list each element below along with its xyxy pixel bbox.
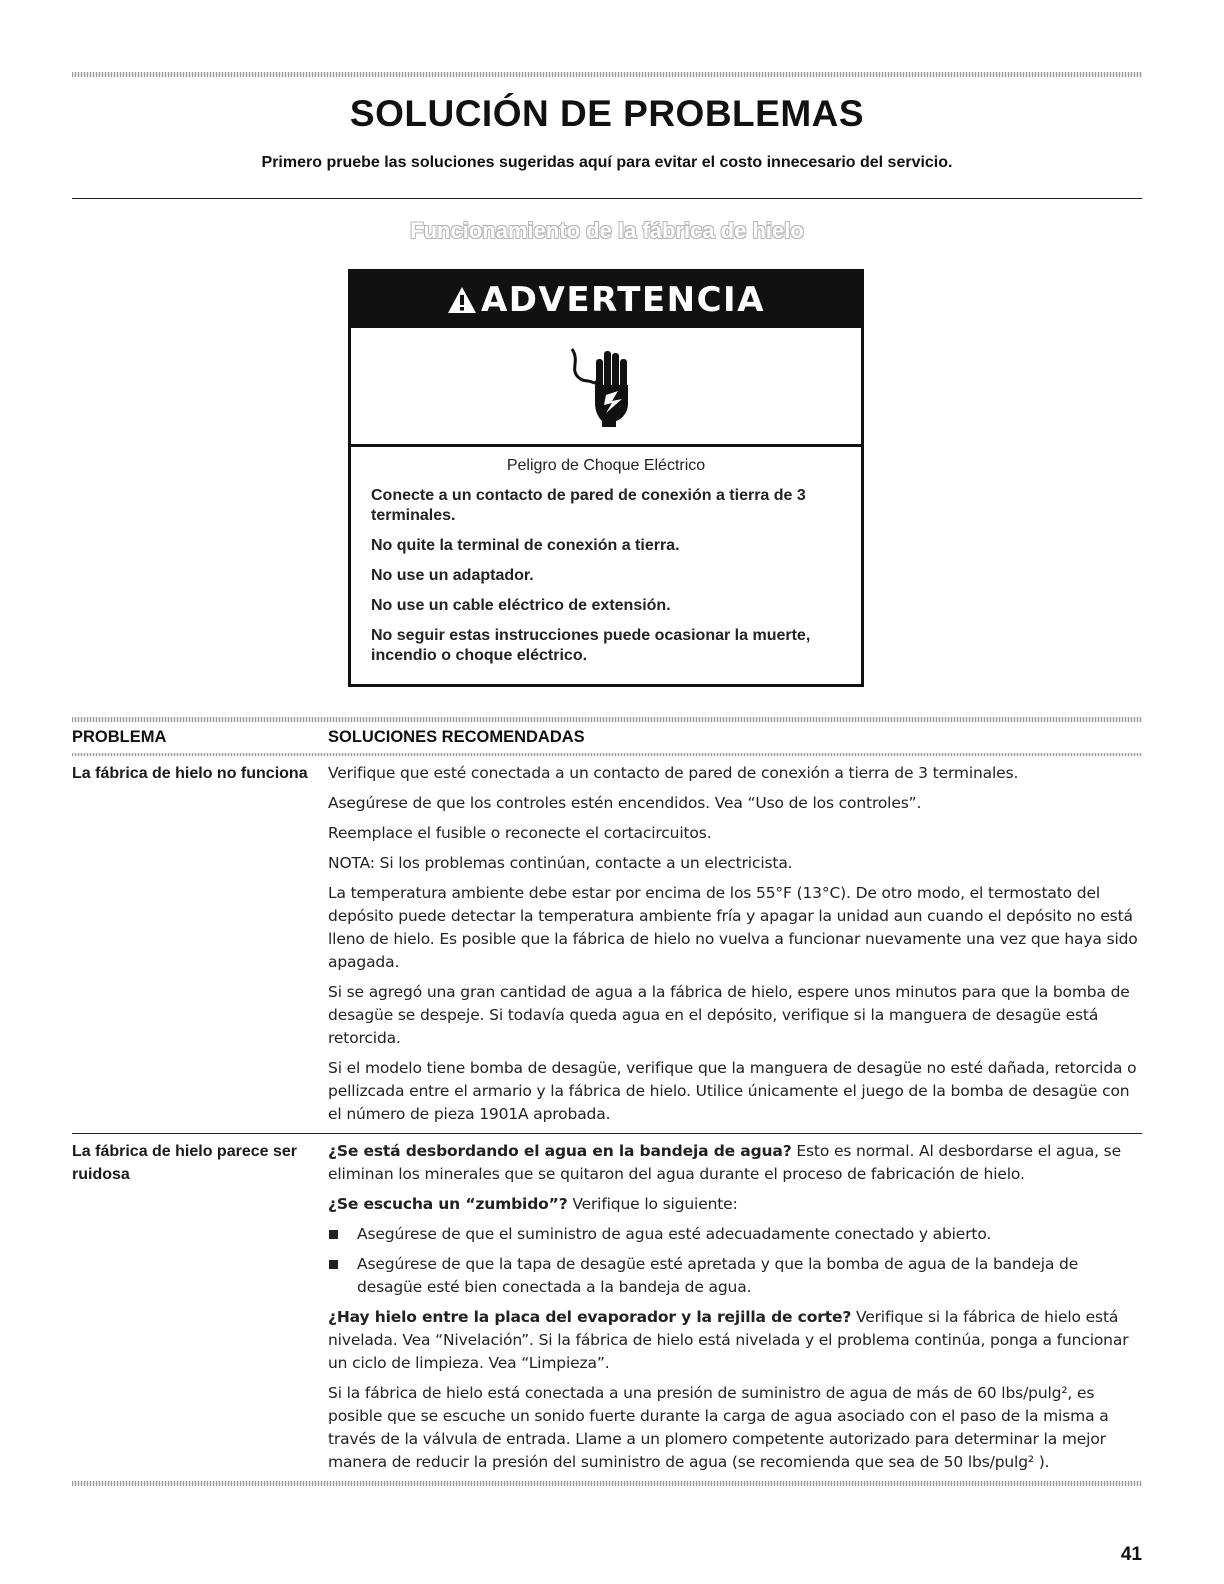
bullet-text: Asegúrese de que el suministro de agua esté adecuadamente conectado y abierto.	[357, 1225, 992, 1243]
page-number: 41	[1120, 1544, 1142, 1565]
table-row	[72, 1134, 1142, 1481]
solution-text: Asegúrese de que los controles estén encendidos. Vea “Uso de los controles”.	[328, 794, 922, 812]
warning-line: No use un cable eléctrico de extensión.	[371, 597, 671, 614]
header-divider	[72, 198, 1142, 199]
warning-box	[348, 269, 864, 687]
solution-text: Verifique que esté conectada a un contacto de pared de conexión a tierra de 3 terminales.	[328, 764, 1019, 782]
bullet-text: Asegúrese de que la tapa de desagüe esté apretada y que la bomba de agua de la bandeja de desagüe esté bien conectada a la bandeja de agua.	[357, 1255, 1079, 1296]
solution-answer: Esto es normal. Al desbordarse el agua, se eliminan los minerales que se quitaron del agua durante el proceso de fabricación de hielo.	[328, 1142, 1121, 1183]
warning-line: No use un adaptador.	[371, 567, 534, 584]
warning-line: Conecte a un contacto de pared de conexión a tierra de 3 terminales.	[371, 487, 806, 524]
problem-cell: La fábrica de hielo no funciona	[72, 765, 308, 782]
column-header-solutions: SOLUCIONES RECOMENDADAS	[328, 728, 585, 746]
solution-text	[328, 1140, 1142, 1186]
solution-question: ¿Hay hielo entre la placa del evaporador y la rejilla de corte?	[328, 1308, 852, 1326]
warning-line: No quite la terminal de conexión a tierra.	[371, 537, 680, 554]
page-subtitle: Primero pruebe las soluciones sugeridas aquí para evitar el costo innecesario del servicio.	[261, 154, 953, 171]
bullet-item	[328, 1253, 1142, 1299]
top-hatch-rule	[72, 72, 1142, 77]
solutions-cell	[328, 1140, 1142, 1481]
section-title: Funcionamiento de la fábrica de hielo	[410, 218, 804, 243]
solution-text: Reemplace el fusible o reconecte el cortacircuitos.	[328, 824, 712, 842]
warning-icon-area	[351, 328, 861, 447]
solution-answer: Verifique si la fábrica de hielo está nivelada. Vea “Nivelación”. Si la fábrica de hielo está nivelada y el problema continúa, ponga a funcionar un ciclo de limpieza. Vea “Limpieza”.	[328, 1308, 1129, 1372]
troubleshooting-table	[72, 717, 1142, 1486]
solution-text: Si el modelo tiene bomba de desagüe, verifique que la manguera de desagüe no esté dañada, retorcida o pellizcada entre el armario y la fábrica de hielo. Utilice únicamente el juego de la bomba de desagüe con el número de pieza 1901A aprobada.	[328, 1059, 1137, 1123]
warning-body	[351, 447, 861, 666]
problem-cell: La fábrica de hielo parece ser ruidosa	[72, 1143, 297, 1183]
solution-text	[328, 1193, 1142, 1216]
table-header	[72, 722, 1142, 753]
solution-text: NOTA: Si los problemas continúan, contacte a un electricista.	[328, 854, 793, 872]
warning-header	[351, 272, 861, 328]
solution-question: ¿Se está desbordando el agua en la bandeja de agua?	[328, 1142, 792, 1160]
bullet-item	[328, 1223, 1142, 1246]
bullet-square-icon	[328, 1253, 357, 1299]
solution-text	[328, 1306, 1142, 1375]
solution-text: Si se agregó una gran cantidad de agua a la fábrica de hielo, espere unos minutos para que la bomba de desagüe se despeje. Si todavía queda agua en el depósito, verifique si la manguera de desagüe está retorcida.	[328, 983, 1130, 1047]
solution-text: Si la fábrica de hielo está conectada a una presión de suministro de agua de más de 60 lbs/pulg², es posible que se escuche un sonido fuerte durante la carga de agua asociado con el paso de la misma a través de la válvula de entrada. Llame a un plomero competente autorizado para determinar la mejor manera de reducir la presión del suministro de agua (se recomienda que sea de 50 lbs/pulg² ).	[328, 1384, 1109, 1471]
solution-question: ¿Se escucha un “zumbido”?	[328, 1195, 568, 1213]
page-title: SOLUCIÓN DE PROBLEMAS	[349, 93, 865, 134]
solution-text: La temperatura ambiente debe estar por encima de los 55°F (13°C). De otro modo, el termostato del depósito puede detectar la temperatura ambiente fría y apagar la unidad aun cuando el depósito no está lleno de hielo. Es posible que la fábrica de hielo no vuelva a funcionar nuevamente una vez que haya sido apagada.	[328, 884, 1138, 971]
warning-heading: Peligro de Choque Eléctrico	[506, 457, 706, 474]
electric-shock-hand-icon	[566, 343, 646, 429]
column-header-problem: PROBLEMA	[72, 728, 167, 746]
warning-header-label: ADVERTENCIA	[480, 280, 766, 320]
warning-line: No seguir estas instrucciones puede ocasionar la muerte, incendio o choque eléctrico.	[371, 627, 811, 664]
solution-answer: Verifique lo siguiente:	[567, 1195, 738, 1213]
bullet-square-icon	[328, 1223, 357, 1246]
warning-triangle-icon	[447, 286, 477, 314]
table-row	[72, 756, 1142, 1133]
table-bottom-hatch	[72, 1481, 1142, 1486]
solutions-cell	[328, 762, 1142, 1133]
